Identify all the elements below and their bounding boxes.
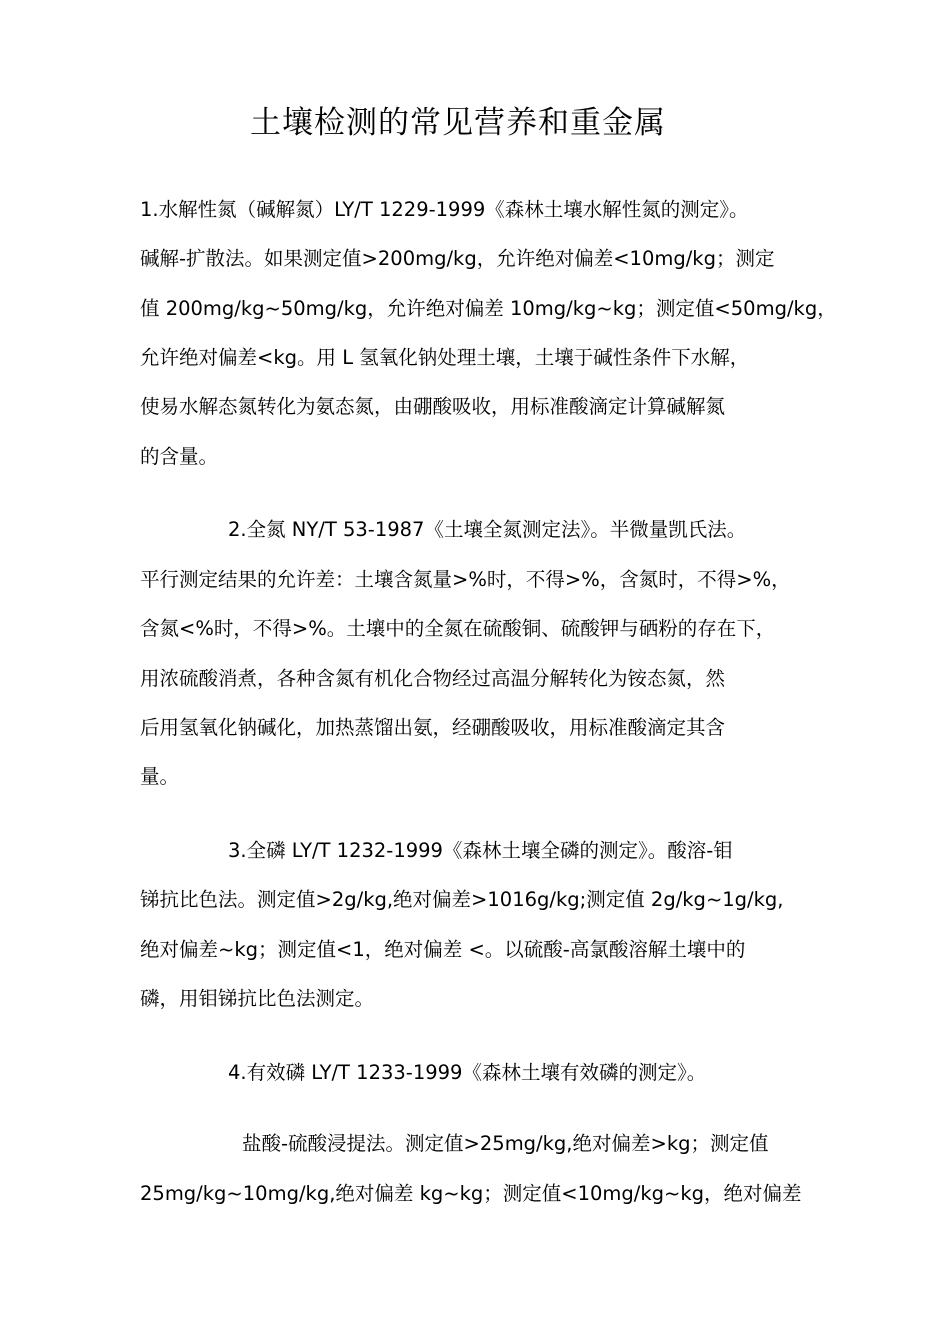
text-line: 量。 [140,765,180,788]
text-line: 3.全磷 LY/T 1232-1999《森林土壤全磷的测定》。酸溶-钼 [228,839,733,862]
text-line: 含氮<%时，不得>%。土壤中的全氮在硫酸铜、硫酸钾与硒粉的存在下， [140,617,776,640]
text-line: 绝对偏差~kg；测定值<1，绝对偏差 <。以硫酸-高氯酸溶解土壤中的 [140,938,746,961]
text-line: 锑抗比色法。测定值>2g/kg,绝对偏差>1016g/kg;测定值 2g/kg~1g/kg, [140,888,784,911]
text-line: 25mg/kg~10mg/kg,绝对偏差 kg~kg；测定值<10mg/kg~kg，绝对偏差 [140,1182,802,1205]
text-line: 磷，用钼锑抗比色法测定。 [140,987,375,1010]
text-line: 1.水解性氮（碱解氮）LY/T 1229-1999《森林土壤水解性氮的测定》。 [140,198,749,221]
document-title: 土壤检测的常见营养和重金属 [250,105,666,141]
text-line: 碱解-扩散法。如果测定值>200mg/kg，允许绝对偏差<10mg/kg；测定 [140,247,775,270]
text-line: 的含量。 [140,445,219,468]
text-line: 用浓硫酸消煮，各种含氮有机化合物经过高温分解转化为铵态氮，然 [140,667,726,690]
text-line: 平行测定结果的允许差：土壤含氮量>%时，不得>%，含氮时，不得>%， [140,568,791,591]
text-line: 盐酸-硫酸浸提法。测定值>25mg/kg,绝对偏差>kg；测定值 [242,1132,769,1155]
text-line: 后用氢氧化钠碱化，加热蒸馏出氨，经硼酸吸收，用标准酸滴定其含 [140,716,726,739]
text-line: 值 200mg/kg~50mg/kg，允许绝对偏差 10mg/kg~kg；测定值<50mg/kg， [140,297,837,320]
text-line: 允许绝对偏差<kg。用 L 氢氧化钠处理土壤，土壤于碱性条件下水解， [140,346,750,369]
text-line: 使易水解态氮转化为氨态氮，由硼酸吸收，用标准酸滴定计算碱解氮 [140,395,726,418]
text-line: 2.全氮 NY/T 53-1987《土壤全氮测定法》。半微量凯氏法。 [228,518,747,541]
text-line: 4.有效磷 LY/T 1233-1999《森林土壤有效磷的测定》。 [228,1061,707,1084]
